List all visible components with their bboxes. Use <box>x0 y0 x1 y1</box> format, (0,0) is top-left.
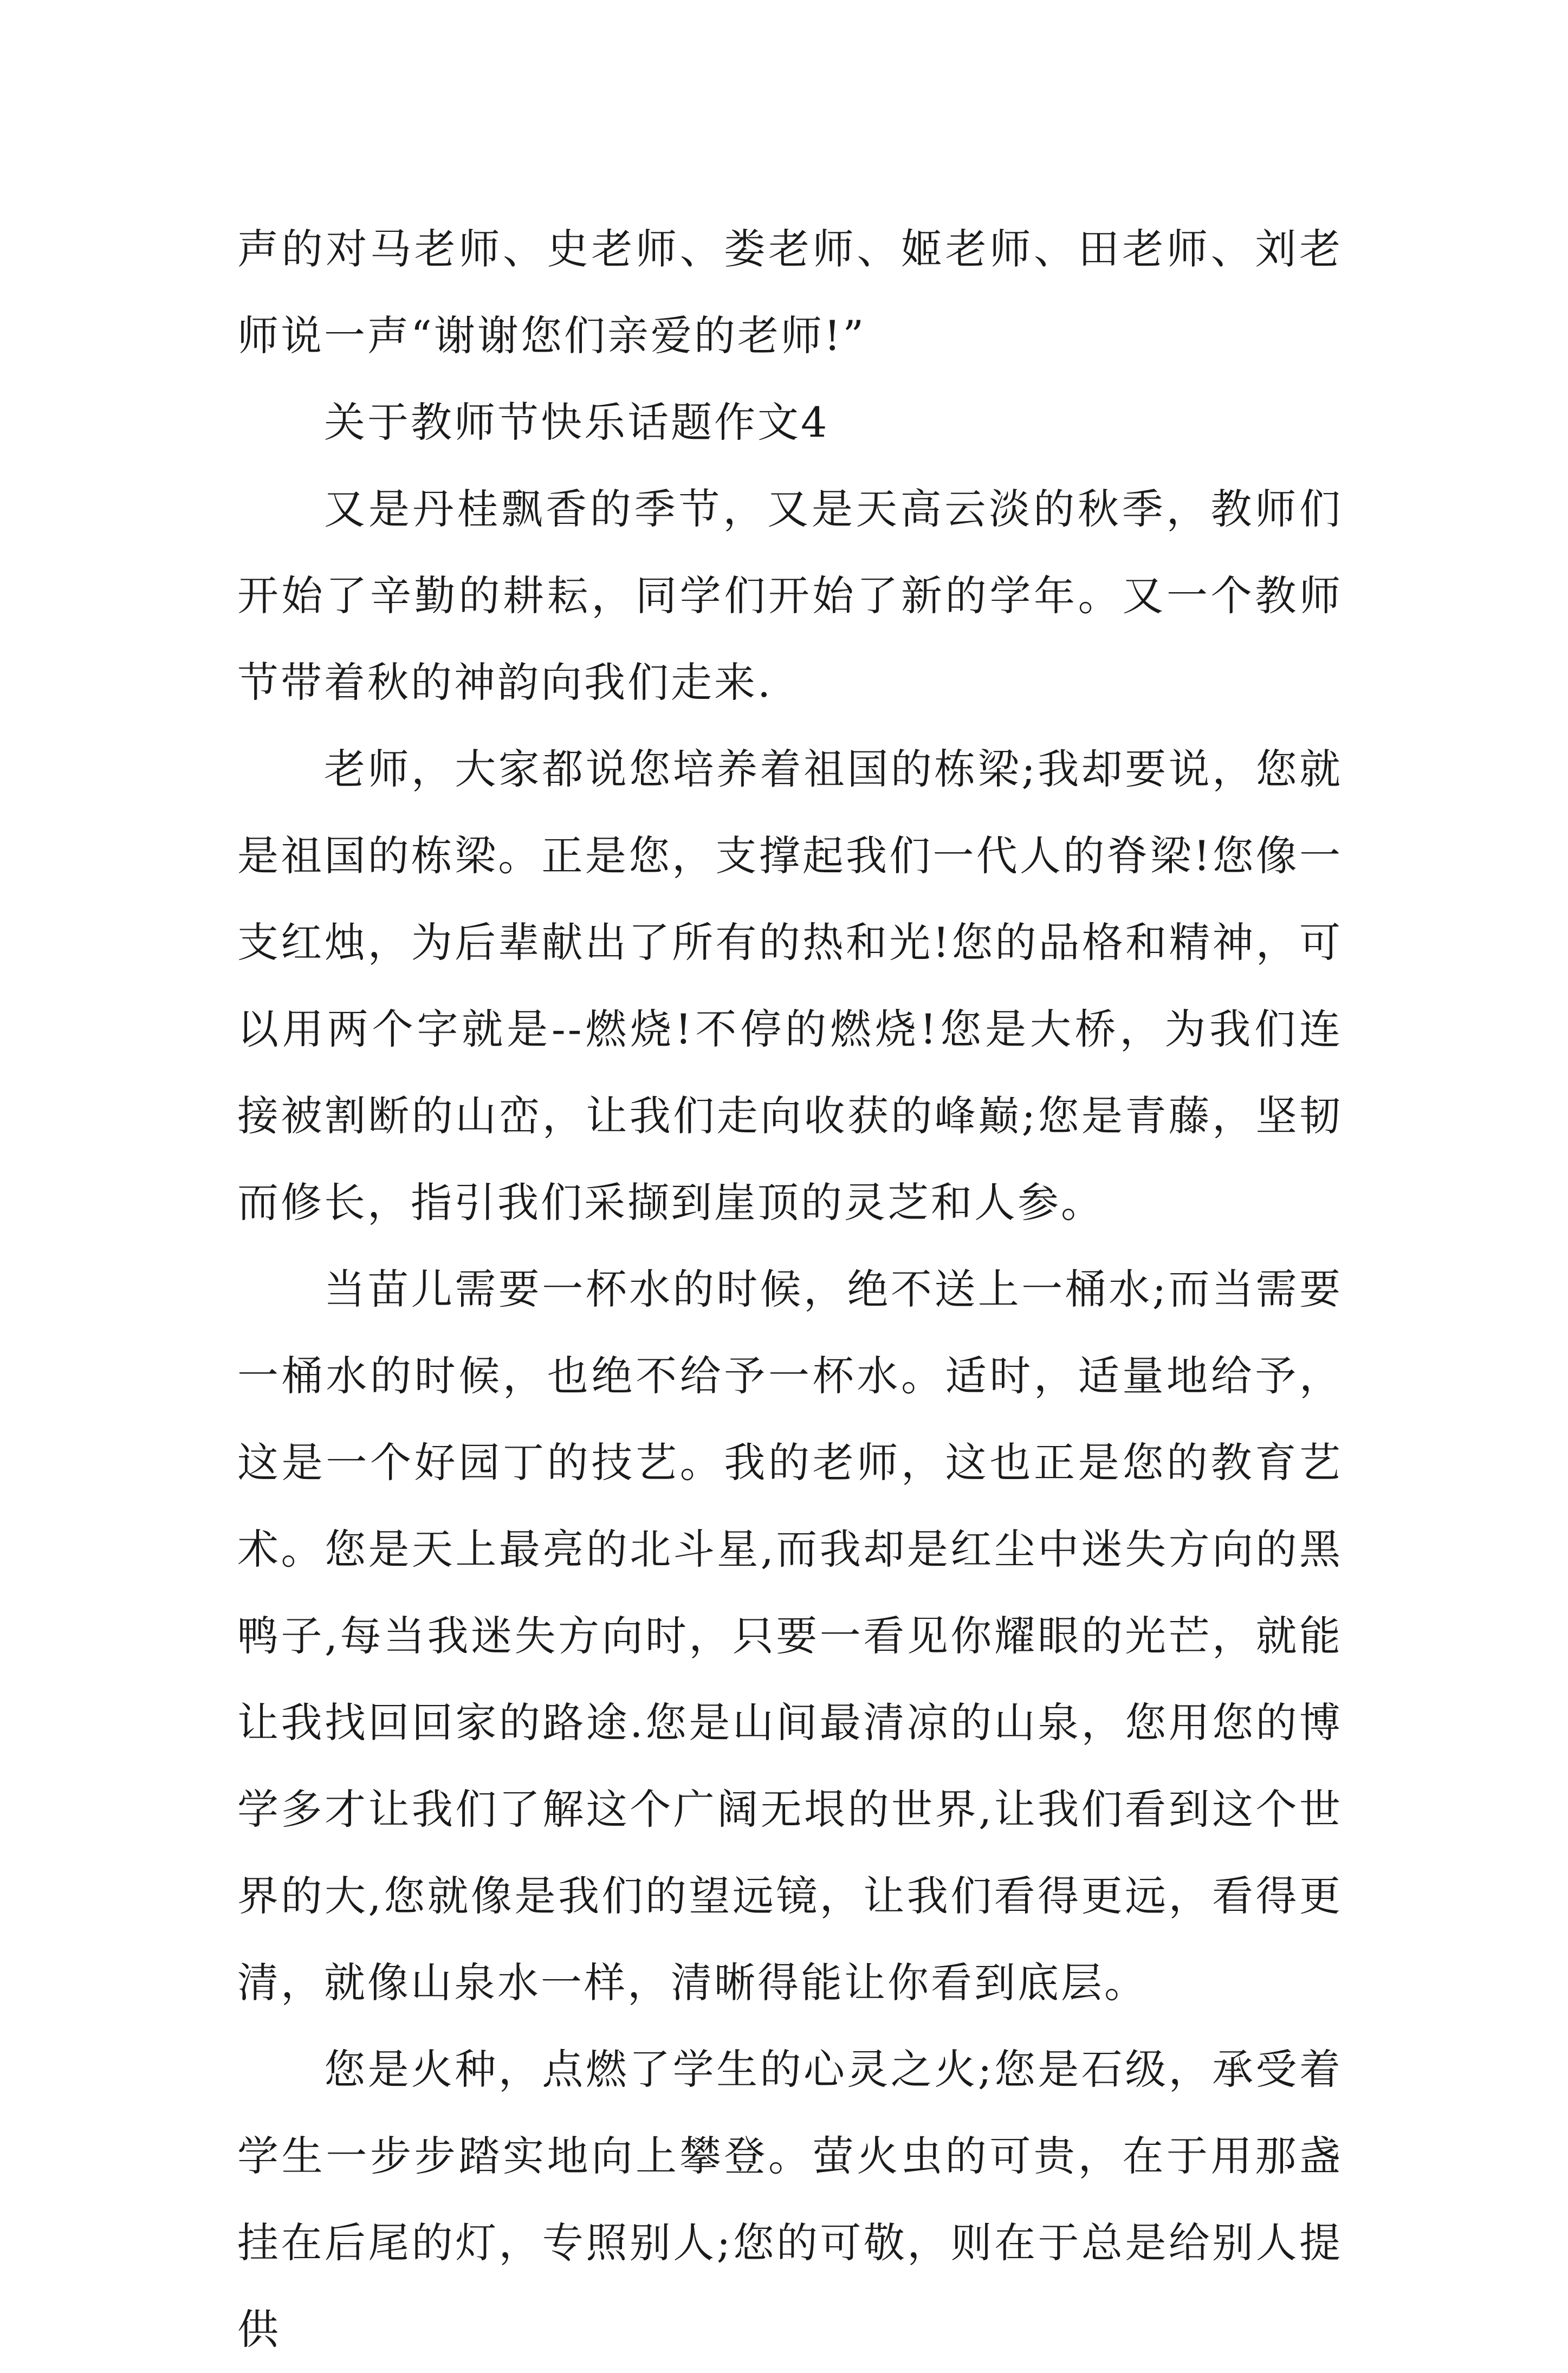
paragraph: 当苗儿需要一杯水的时候，绝不送上一桶水;而当需要一桶水的时候，也绝不给予一杯水。适时，适量地给予，这是一个好园丁的技艺。我的老师，这也正是您的教育艺术。您是天上最亮的北斗星,而我却是红尘中迷失方向的黑鸭子,每当我迷失方向时，只要一看见你耀眼的光芒，就能让我找回回家的路途.您是山间最清凉的山泉，您用您的博学多才让我们了解这个广阔无垠的世界,让我们看到这个世界的大,您就像是我们的望远镜，让我们看得更远，看得更清，就像山泉水一样，清晰得能让你看到底层。 <box>237 1265 1343 2007</box>
paragraph: 老师，大家都说您培养着祖国的栋梁;我却要说，您就是祖国的栋梁。正是您，支撑起我们一代人的脊梁!您像一支红烛，为后辈献出了所有的热和光!您的品格和精神，可以用两个字就是--燃烧!不停的燃烧!您是大桥，为我们连接被割断的山峦，让我们走向收获的峰巅;您是青藤，坚韧而修长，指引我们采撷到崖顶的灵芝和人参。 <box>237 745 1343 1227</box>
paragraph: 您是火种，点燃了学生的心灵之火;您是石级，承受着学生一步步踏实地向上攀登。萤火虫的可贵，在于用那盏挂在后尾的灯，专照别人;您的可敬，则在于总是给别人提供 <box>237 2045 1343 2353</box>
paragraph-continued: 声的对马老师、史老师、娄老师、姬老师、田老师、刘老师说一声“谢谢您们亲爱的老师!” <box>237 225 1343 360</box>
paragraph: 又是丹桂飘香的季节，又是天高云淡的秋季，教师们开始了辛勤的耕耘，同学们开始了新的学年。又一个教师节带着秋的神韵向我们走来. <box>237 485 1343 706</box>
body-text <box>237 206 1343 2373</box>
essay-heading: 关于教师节快乐话题作文4 <box>324 398 830 446</box>
